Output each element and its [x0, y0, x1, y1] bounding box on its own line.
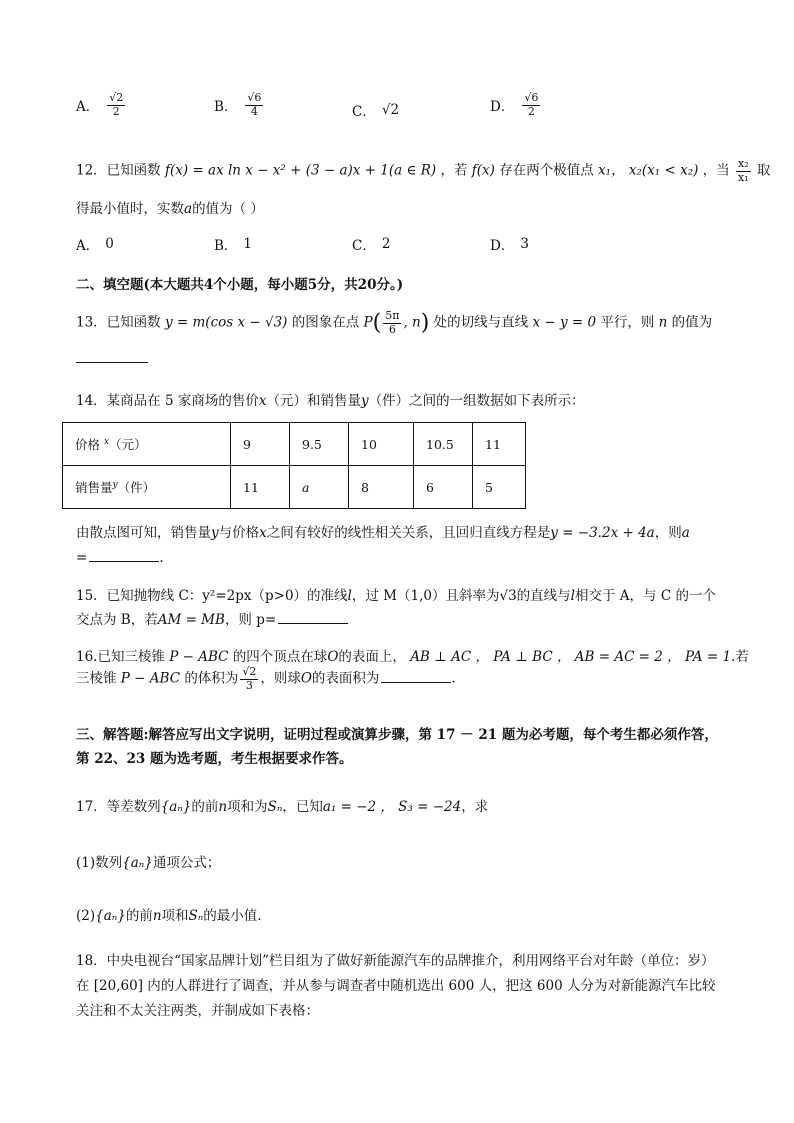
q13-line1: 13．已知函数 y = m(cos x − √3) 的图象在点 P( $\frac{5\pi}{6}$ , n) 处的切线与直线 x − y = 0 平行，则 n 的值为: [76, 309, 713, 336]
q13-point-fraction: $\frac{5\pi}{6}$: [385, 309, 400, 336]
q18-line2: 在 [20,60] 内的人群进行了调查，并从参与调查者中随机选出 600 人，把这 600 人分为对新能源汽车比较: [76, 978, 716, 994]
q12-line2: 得最小值时，实数a的值为（ ）: [76, 201, 264, 217]
table-cell: 价格 $^x$（元）: [63, 423, 231, 466]
q12-option-d: D． 3: [490, 236, 529, 254]
section3-heading-line2: 第 22、23 题为选考题，考生根据要求作答。: [76, 751, 353, 767]
table-cell: 10.5: [414, 423, 473, 466]
q17-part2: (2){aₙ}的前n项和Sₙ的最小值.: [76, 908, 262, 924]
table-cell: 9.5: [290, 423, 349, 466]
q11-option-b: B． $\frac{√6}{4}$: [214, 91, 262, 118]
table-cell: 销售量$^y$（件）: [63, 466, 231, 509]
table-cell: 10: [349, 423, 414, 466]
table-cell: 11: [473, 423, 526, 466]
q11-d-fraction: $\frac{√6}{2}$: [524, 91, 539, 118]
table-cell: 11: [231, 466, 290, 509]
q12-option-b: B． 1: [214, 236, 253, 254]
table-cell: 5: [473, 466, 526, 509]
table-cell: a: [290, 466, 349, 509]
table-cell: 6: [414, 466, 473, 509]
q18-line1: 18．中央电视台“国家品牌计划”栏目组为了做好新能源汽车的品牌推介，利用网络平台对年龄（单位：岁）: [76, 953, 715, 969]
q15-line2: 交点为 B，若AM = MB，则 p=: [76, 608, 348, 628]
table-cell: 8: [349, 466, 414, 509]
q12-option-c: C． 2: [352, 236, 391, 254]
q14-table: [62, 422, 526, 509]
q16-line1: 16.已知三棱锥 P − ABC 的四个顶点在球O的表面上， AB ⊥ AC ， PA ⊥ BC ， AB = AC = 2 ， PA = 1.若: [76, 649, 749, 665]
q15-answer-blank: [278, 609, 348, 624]
section3-heading-line1: 三、解答题:解答应写出文字说明，证明过程或演算步骤，第 17 － 21 题为必考题，每个考生都必须作答，: [76, 727, 718, 743]
table-row: [63, 466, 526, 509]
q11-option-d: D． $\frac{√6}{2}$: [490, 91, 539, 118]
q11-a-fraction: $\frac{√2}{2}$: [109, 91, 124, 118]
q17-line1: 17．等差数列{aₙ}的前n项和为Sₙ，已知a₁ = −2 ， S₃ = −24，求: [76, 799, 489, 815]
q14-answer: = .: [76, 547, 164, 566]
table-cell: 9: [231, 423, 290, 466]
q12-line1: 12．已知函数 f(x) = ax ln x − x² + (3 − a)x + 1(a ∈ R) ，若 f(x) 存在两个极值点 x₁， x₂(x₁ < x₂) ，当 $\frac{\text{x₂}}{\text{x₁}}$ 取: [76, 157, 771, 184]
q18-line3: 关注和不太关注两类，并制成如下表格：: [76, 1003, 319, 1019]
q11-b-fraction: $\frac{√6}{4}$: [247, 91, 262, 118]
q14-intro: 14．某商品在 5 家商场的售价x（元）和销售量y（件）之间的一组数据如下表所示：: [76, 393, 585, 409]
q16-answer-blank: [381, 668, 451, 683]
q11-option-a: A． $\frac{√2}{2}$: [76, 91, 124, 118]
q13-answer-blank: [76, 362, 148, 363]
section2-heading: 二、填空题(本大题共4个小题，每小题5分，共20分。): [76, 277, 404, 293]
q12-option-a: A． 0: [76, 236, 114, 254]
q12-ratio-fraction: $\frac{\text{x₂}}{\text{x₁}}$: [737, 157, 749, 184]
q16-volume-fraction: $\frac{√2}{3}$: [242, 665, 257, 692]
q15-line1: 15．已知抛物线 C：y²=2px（p>0）的准线l，过 M（1,0）且斜率为√3的直线与l相交于 A，与 C 的一个: [76, 588, 716, 604]
q11-option-c: C． √2: [352, 102, 400, 120]
q16-line2: 三棱锥 P − ABC 的体积为 $\frac{√2}{3}$ ，则球O的表面积为 .: [76, 665, 456, 692]
q14-answer-blank: [89, 547, 159, 562]
q14-after: 由散点图可知，销售量y与价格x之间有较好的线性相关关系，且回归直线方程是y = −3.2x + 4a，则a: [76, 525, 690, 541]
table-row: [63, 423, 526, 466]
q17-part1: (1)数列{aₙ}通项公式；: [76, 855, 221, 871]
